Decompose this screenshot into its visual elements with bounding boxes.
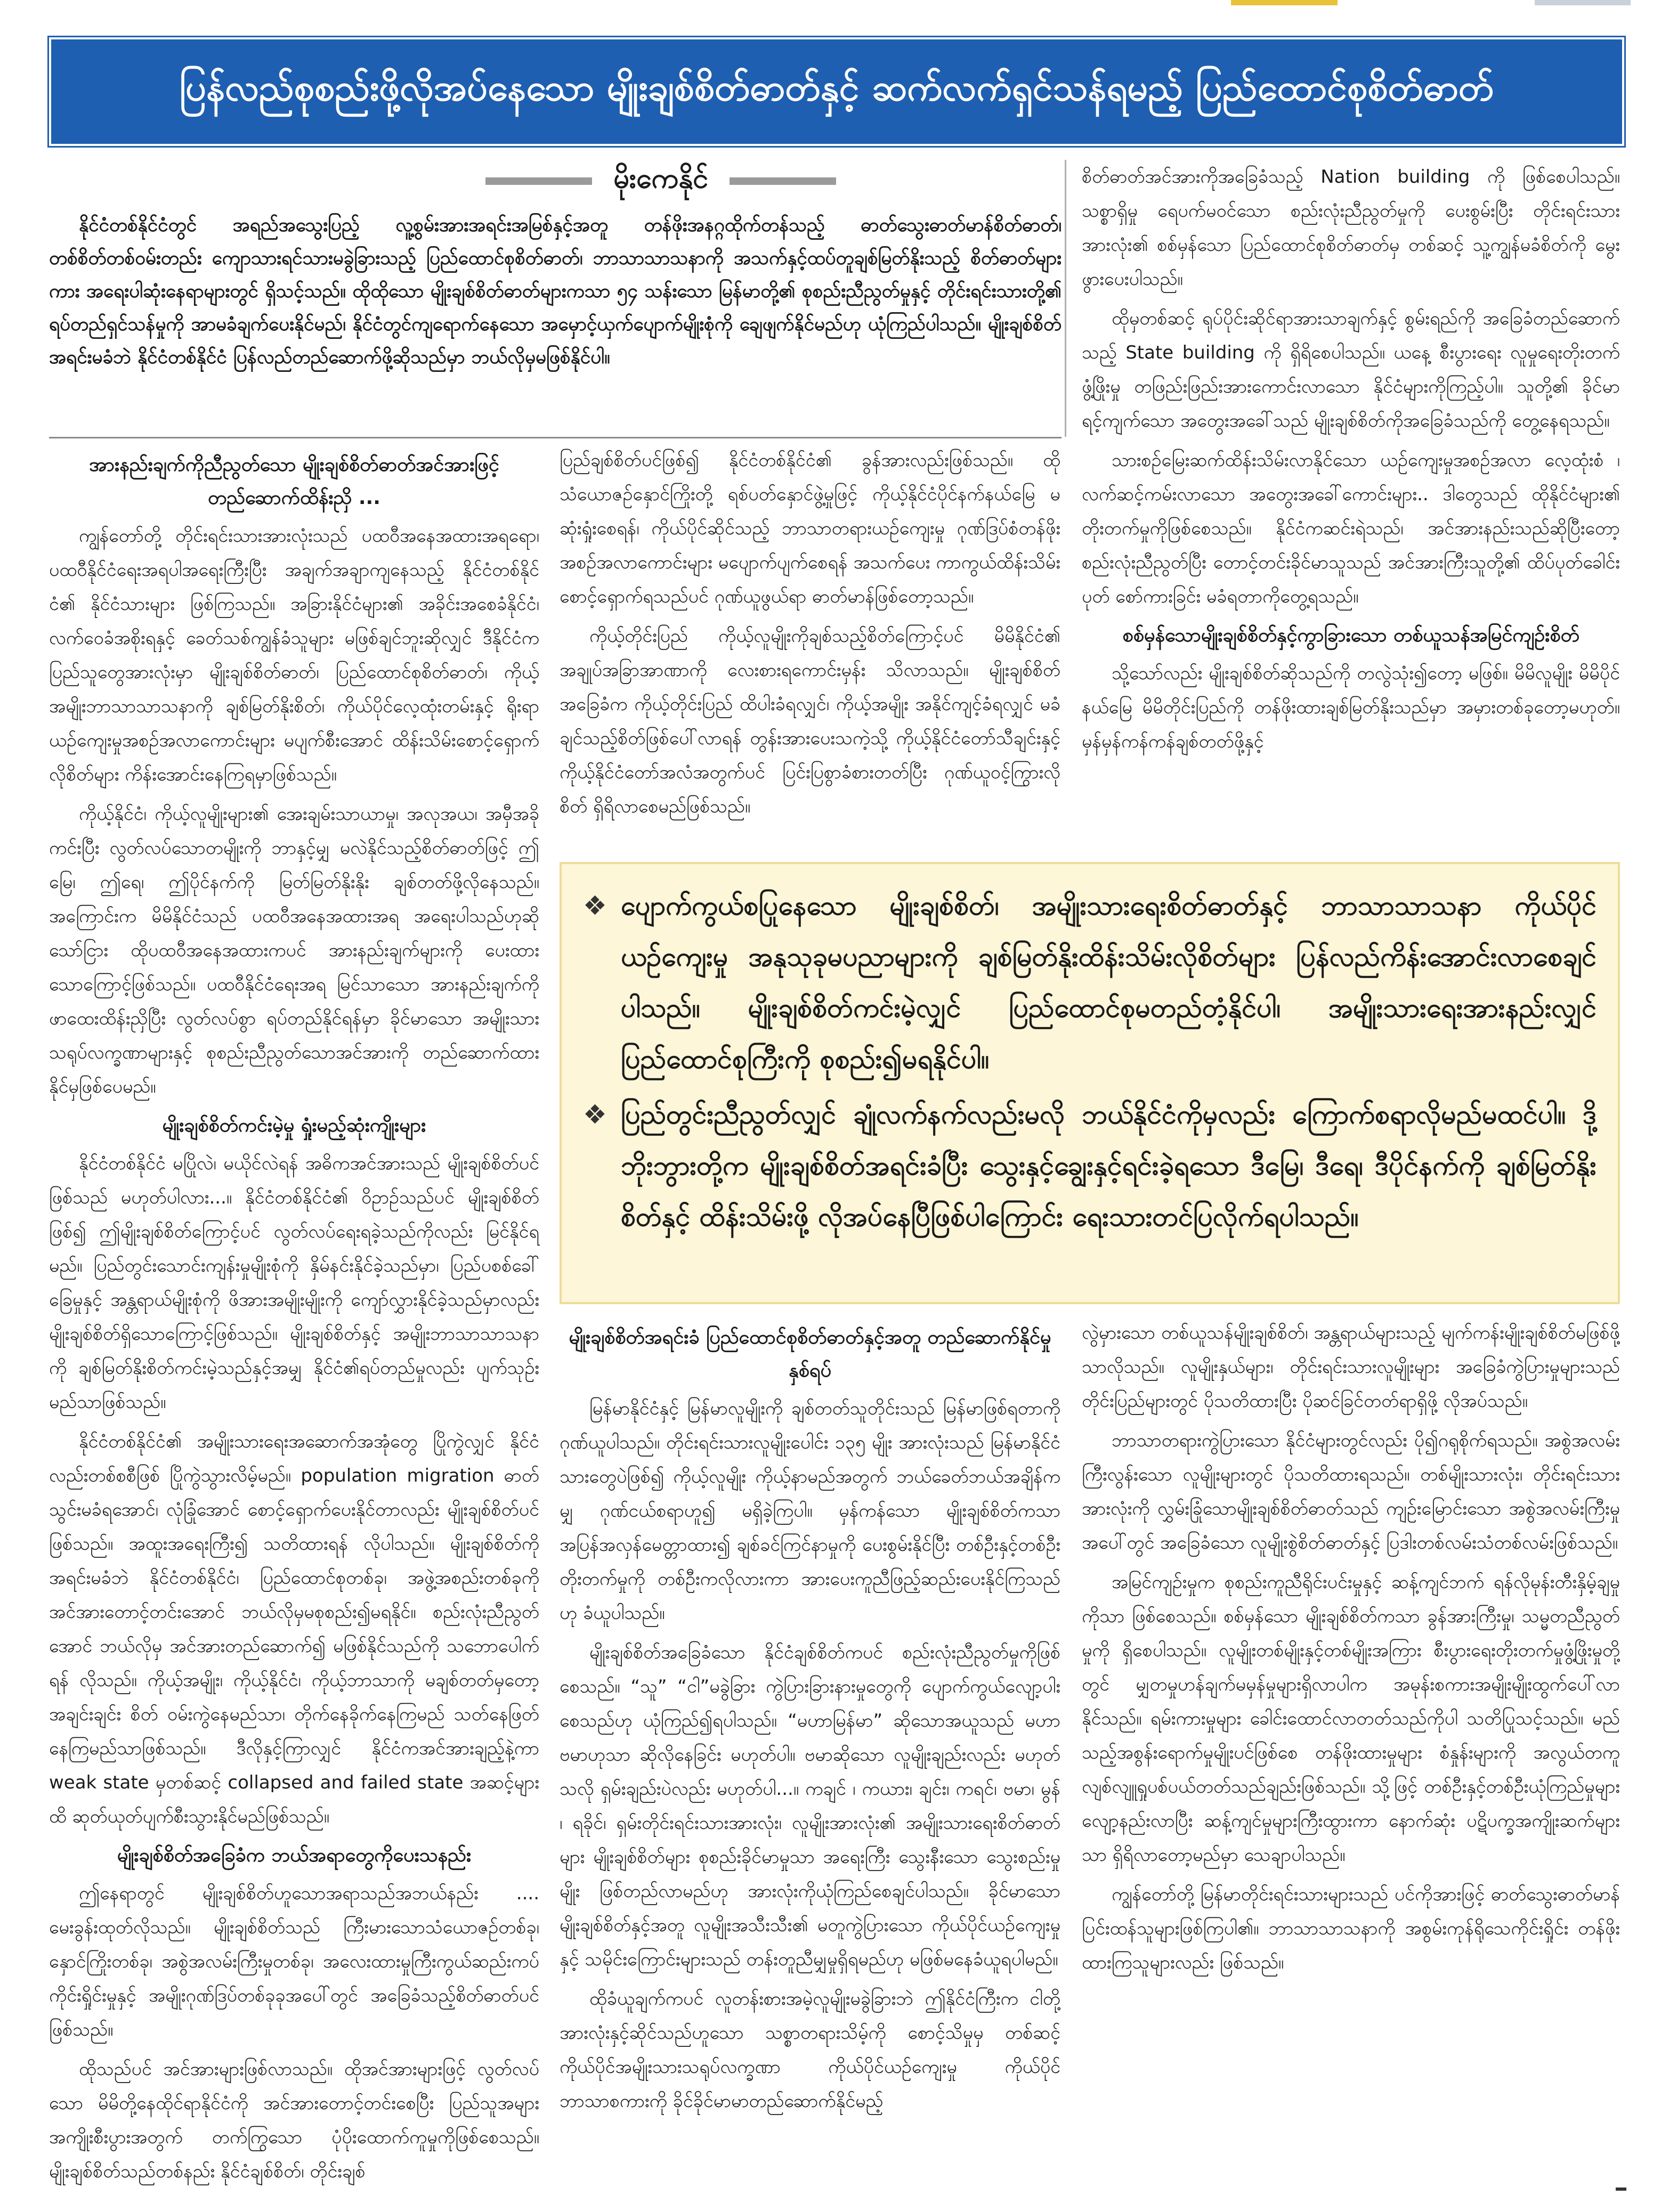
column-middle-lower (560, 1316, 1060, 2124)
section-heading: စစ်မှန်သောမျိုးချစ်စိတ်နှင့်ကွာခြားသော တစ်ယူသန်အမြင်ကျဉ်းစိတ် (1122, 624, 1579, 646)
callout-item (583, 880, 1597, 1085)
paragraph: အမြင်ကျဉ်းမှုက စုစည်းကူညီရိုင်းပင်းမှုနှင့် ဆန့်ကျင်ဘက် ရန်လိုမုန်းတီးနှိမ့်ချမှုကိုသာ ဖြစ်စေသည်။ စစ်မှန်သော မျိုးချစ်စိတ်ကသာ ခွန်အားကြီးမှု၊ သမ္မတညီညွတ်မှုကို ရှိစေပါသည်။ လူမျိုးတစ်မျိုးနှင့်တစ်မျိုးအကြား စီးပွားရေးတိုးတက်မှုဖွံ့ဖြိုးမှုတို့တွင် မျှတမှုဟန်ချက်မမှန်မှုများရှိလာပါက အမုန်းစကားအမျိုးမျိုးထွက်ပေါ်လာနိုင်သည်။ ရမ်းကားမှုများ ခေါင်းထောင်လာတတ်သည်ကိုပါ သတိပြုသင့်သည်။ မည်သည့်အစွန်းရောက်မှုမျိုးပင်ဖြစ်စေ တန်ဖိုးထားမှုများ စံနှုန်းများကို အလွယ်တကူ လျစ်လျူရှုပစ်ပယ်တတ်သည်ချည်းဖြစ်သည်။ သို့ဖြင့် တစ်ဦးနှင့်တစ်ဦးယုံကြည်မှုများ လျော့နည်းလာပြီး ဆန့်ကျင်မှုများကြီးထွားကာ နောက်ဆုံး ပဋိပက္ခအကျိုးဆက်များသာ ရှိရိလာတော့မည်မှာ သေချာပါသည်။ (1082, 1572, 1620, 1866)
paragraph: ဘာသာတရားကွဲပြားသော နိုင်ငံများတွင်လည်း ပို၍ဂရုစိုက်ရသည်။ အစွဲအလမ်းကြီးလွန်းသော လူမျိုးများတွင် ပိုသတိထားရသည်။ တစ်မျိုးသားလုံး၊ တိုင်းရင်းသားအားလုံးကို လွှမ်းခြုံသောမျိုးချစ်စိတ်ဓာတ်သည် ကျဉ်းမြောင်းသော အစွဲအလမ်းကြီးမှုအပေါ်တွင် အခြေခံသော လူမျိုးစွဲစိတ်ဓာတ်နှင့် ပြဒါးတစ်လမ်းသံတစ်လမ်းဖြစ်သည်။ (1082, 1430, 1620, 1554)
lead-rule (49, 437, 1062, 438)
top-accent-yellow (1231, 0, 1338, 5)
paragraph: မြန်မာနိုင်ငံနှင့် မြန်မာလူမျိုးကို ချစ်တတ်သူတိုင်းသည် မြန်မာဖြစ်ရတာကို ဂုဏ်ယူပါသည်။ တိုင်းရင်းသားလူမျိုးပေါင်း ၁၃၅ မျိုး အားလုံးသည် မြန်မာနိုင်ငံသားတွေပဲဖြစ်၍ ကိုယ့်လူမျိုး ကိုယ့်နာမည်အတွက် ဘယ်ခေတ်ဘယ်အချိန်ကမျှ ဂုဏ်ငယ်စရာဟူ၍ မရှိခဲ့ကြပါ။ မှန်ကန်သော မျိုးချစ်စိတ်ကသာ အပြန်အလှန်မေတ္တာထား၍ ချစ်ခင်ကြင်နာမှုကို ပေးစွမ်းနိုင်ပြီး တစ်ဦးနှင့်တစ်ဦးတိုးတက်မှုကို တစ်ဦးကလိုလားကာ အားပေးကူညီဖြည့်ဆည်းပေးနိုင်ကြသည်ဟု ခံယူပါသည်။ (560, 1398, 1060, 1624)
callout-text: ပျောက်ကွယ်စပြုနေသော မျိုးချစ်စိတ်၊ အမျိုးသားရေးစိတ်ဓာတ်နှင့် ဘာသာသာသနာ ကိုယ်ပိုင်ယဉ်ကျေးမှု အနုသုခုမပညာများကို ချစ်မြတ်နိုးထိန်းသိမ်းလိုစိတ်များ ပြန်လည်ကိန်းအောင်းလာစေချင်ပါသည်။ မျိုးချစ်စိတ်ကင်းမဲ့လျှင် ပြည်ထောင်စုမတည်တံ့နိုင်ပါ၊ အမျိုးသားရေးအားနည်းလျှင် ပြည်ထောင်စုကြီးကို စုစည်း၍မရနိုင်ပါ။ (620, 890, 1597, 1075)
paragraph: လွဲမှားသော တစ်ယူသန်မျိုးချစ်စိတ်၊ အန္တရာယ်များသည့် မျက်ကန်းမျိုးချစ်စိတ်မဖြစ်ဖို့သာလိုသည်။ လူမျိုးနှယ်များ၊ တိုင်းရင်းသားလူမျိုးများ အခြေခံကွဲပြားမှုများသည် တိုင်းပြည်များတွင် ပိုသတိထားပြီး ပိုဆင်ခြင်တတ်ရာရှိဖို့ လိုအပ်သည်။ (1082, 1322, 1620, 1412)
author-name: မိုးကေနိုင် (613, 162, 708, 194)
byline-bar-right (730, 177, 836, 185)
paragraph: သို့သော်လည်း မျိုးချစ်စိတ်ဆိုသည်ကို တလွဲသုံး၍တော့ မဖြစ်။ မိမိလူမျိုး မိမိပိုင်နယ်မြေ မိမိတိုင်းပြည်ကို တန်ဖိုးထားချစ်မြတ်နိုးသည်မှာ အမှားတစ်ခုတော့မဟုတ်။ မှန်မှန်ကန်ကန်ချစ်တတ်ဖို့နှင့် (1082, 663, 1620, 752)
column-left (49, 443, 539, 2194)
paragraph: သားစဉ်မြေးဆက်ထိန်းသိမ်းလာနိုင်သော ယဉ်ကျေးမှုအစဉ်အလာ လေ့ထုံးစံ ၊ လက်ဆင့်ကမ်းလာသော အတွေးအခေါ်ကောင်းများ.. ဒါတွေသည် ထိုနိုင်ငံများ၏ တိုးတက်မှုကိုဖြစ်စေသည်။ နိုင်ငံကဆင်းရဲသည်၊ အင်အားနည်းသည်ဆိုပြီးတော့ စည်းလုံးညီညွတ်ပြီး တောင့်တင်းခိုင်မာသူသည် အင်အားကြီးသူတို့၏ ထိပ်ပုတ်ခေါင်းပုတ် စော်ကားခြင်း မခံရတာကိုတွေ့ရသည်။ (1082, 450, 1620, 607)
diamond-bullet-icon: ❖ (583, 1099, 607, 1130)
paragraph: ကိုယ့်တိုင်းပြည် ကိုယ့်လူမျိုးကိုချစ်သည့်စိတ်ကြောင့်ပင် မိမိနိုင်ငံ၏ အချုပ်အခြာအာဏာကို လေးစားရကောင်းမှန်း သိလာသည်။ မျိုးချစ်စိတ်အခြေခံက ကိုယ့်တိုင်းပြည် ထိပါးခံရလျှင်၊ ကိုယ့်အမျိုး အနိုင်ကျင့်ခံရလျှင် မခံချင်သည့်စိတ်ဖြစ်ပေါ်လာရန် တွန်းအားပေးသကဲ့သို့ ကိုယ့်နိုင်ငံတော်သီချင်းနှင့် ကိုယ့်နိုင်ငံတော်အလံအတွက်ပင် ပြင်းပြစွာခံစားတတ်ပြီး ဂုဏ်ယူဝင့်ကြွားလိုစိတ် ရှိရိလာစေမည်ဖြစ်သည်။ (560, 625, 1060, 817)
paragraph: ကိုယ့်နိုင်ငံ၊ ကိုယ့်လူမျိုးများ၏ အေးချမ်းသာယာမှု၊ အလုအယ၊ အမှီအခိုကင်းပြီး လွတ်လပ်သောတမျိုးကို ဘာနှင့်မျှ မလဲနိုင်သည့်စိတ်ဓာတ်ဖြင့် ဤမြေ၊ ဤရေ၊ ဤပိုင်နက်ကို မြတ်မြတ်နိုးနိုး ချစ်တတ်ဖို့လိုနေသည်။ အကြောင်းက မိမိနိုင်ငံသည် ပထဝီအနေအထားအရ အရေးပါသည်ဟုဆိုသော်ငြား ထိုပထဝီအနေအထားကပင် အားနည်းချက်များကို ပေးထားသောကြောင့်ဖြစ်သည်။ ပထဝီနိုင်ငံရေးအရ မြင်သာသော အားနည်းချက်ကို ဖာထေးထိန်းညှိပြီး လွတ်လပ်စွာ ရပ်တည်နိုင်ရန်မှာ ခိုင်မာသော အမျိုးသားသရုပ်လက္ခဏာများနှင့် စုစည်းညီညွတ်သောအင်အားကို တည်ဆောက်ထားနိုင်မှဖြစ်ပေမည်။ (49, 803, 539, 1097)
paragraph: ကျွန်တော်တို့ မြန်မာတိုင်းရင်းသားများသည် ပင်ကိုအားဖြင့် ဓာတ်သွေးဓာတ်မာန် ပြင်းထန်သူများဖြစ်ကြပါ၏။ ဘာသာသာသနာကို အစွမ်းကုန်ရိုသေကိုင်းရှိုင်း တန်ဖိုးထားကြသူများလည်း ဖြစ်သည်။ (1082, 1884, 1620, 1973)
paragraph: နိုင်ငံတစ်နိုင်ငံ၏ အမျိုးသားရေးအဆောက်အအုံတွေ ပြိုကွဲလျှင် နိုင်ငံလည်းတစ်စစီဖြစ် ပြိုကွဲသွားလိမ့်မည်။ population migration ဓာတ်သွင်းမခံရအောင်၊ လုံခြုံအောင် စောင့်ရှောက်ပေးနိုင်တာလည်း မျိုးချစ်စိတ်ပင်ဖြစ်သည်။ အထူးအရေးကြီး၍ သတိထားရန် လိုပါသည်။ မျိုးချစ်စိတ်ကို အရင်းမခံဘဲ နိုင်ငံတစ်နိုင်ငံ၊ ပြည်ထောင်စုတစ်ခု၊ အဖွဲ့အစည်းတစ်ခုကို အင်အားတောင့်တင်းအောင် ဘယ်လိုမှမစုစည်း၍မရနိုင်။ စည်းလုံးညီညွတ်အောင် ဘယ်လိုမှ အင်အားတည်ဆောက်၍ မဖြစ်နိုင်သည်ကို သဘောပေါက်ရန် လိုသည်။ ကိုယ့်အမျိုး၊ ကိုယ့်နိုင်ငံ၊ ကိုယ့်ဘာသာကို မချစ်တတ်မှတော့ အချင်းချင်း စိတ် ဝမ်းကွဲနေမည်သာ၊ တိုက်နေခိုက်နေကြမည် သတ်နေဖြတ်နေကြမည်သာဖြစ်သည်။ ဒီလိုနှင့်ကြာလျှင် နိုင်ငံကအင်အားချည့်နဲ့ကာ weak state မှတစ်ဆင့် collapsed and failed state အဆင့်များထိ ဆုတ်ယုတ်ပျက်စီးသွားနိုင်မည်ဖြစ်သည်။ (49, 1431, 539, 1827)
section-heading: မျိုးချစ်စိတ်အရင်းခံ ပြည်ထောင်စုစိတ်ဓာတ်နှင့်အတူ တည်ဆောက်နိုင်မှုနှစ်ရပ် (569, 1327, 1051, 1381)
top-accent-grey (1535, 0, 1631, 5)
section-heading: အားနည်းချက်ကိုညီညွတ်သော မျိုးချစ်စိတ်ဓာတ်အင်အားဖြင့် တည်ဆောက်ထိန်းညှိ ... (89, 454, 499, 509)
highlight-callout (560, 862, 1620, 1304)
paragraph: ကျွန်တော်တို့ တိုင်းရင်းသားအားလုံးသည် ပထဝီအနေအထားအရရော၊ ပထဝီနိုင်ငံရေးအရပါအရေးကြီးပြီး အချက်အချာကျနေသည့် နိုင်ငံတစ်နိုင်ငံ၏ နိုင်ငံသားများ ဖြစ်ကြသည်။ အခြားနိုင်ငံများ၏ အခိုင်းအစေခံနိုင်ငံ၊ လက်ဝေခံအစိုးရနှင့် ခေတ်သစ်ကျွန်ခံသူများ မဖြစ်ချင်ဘူးဆိုလျှင် ဒီနိုင်ငံက ပြည်သူတွေအားလုံးမှာ မျိုးချစ်စိတ်ဓာတ်၊ ပြည်ထောင်စုစိတ်ဓာတ်၊ ကိုယ့်အမျိုးဘာသာသာသနာကို ချစ်မြတ်နိုးစိတ်၊ ကိုယ်ပိုင်လေ့ထုံးတမ်းနှင့် ရိုးရာယဉ်ကျေးမှုအစဉ်အလာကောင်းများ မပျက်စီးအောင် ထိန်းသိမ်းစောင့်ရှောက်လိုစိတ်များ ကိန်းအောင်းနေကြရမှာဖြစ်သည်။ (49, 525, 539, 785)
headline: ပြန်လည်စုစည်းဖို့လိုအပ်နေသော မျိုးချစ်စိတ်ဓာတ်နှင့် ဆက်လက်ရှင်သန်ရမည့် ပြည်ထောင်စုစိတ်ဓာတ် (179, 67, 1494, 109)
byline (341, 160, 981, 202)
lead-paragraph (49, 209, 1062, 374)
paragraph: ထိုမှတစ်ဆင့် ရုပ်ပိုင်းဆိုင်ရာအားသာချက်နှင့် စွမ်းရည်ကို အခြေခံတည်ဆောက်သည့် State building ကို ရှိရိစေပါသည်။ ယနေ့ စီးပွားရေး လူမှုရေးတိုးတက်ဖွံ့ဖြိုးမှု တဖြည်းဖြည်းအားကောင်းလာသော နိုင်ငံများကိုကြည့်ပါ။ သူတို့၏ ခိုင်မာရင့်ကျက်သော အတွေးအခေါ်သည် မျိုးချစ်စိတ်ကိုအခြေခံသည်ကို တွေ့နေရသည်။ (1082, 308, 1620, 432)
column-divider (1065, 160, 1066, 437)
column-middle (560, 443, 1060, 829)
paragraph: ထိုသည်ပင် အင်အားများဖြစ်လာသည်။ ထိုအင်အားများဖြင့် လွတ်လပ်သော မိမိတို့နေထိုင်ရာနိုင်ငံကို အင်အားတောင့်တင်းစေပြီး ပြည်သူအများ အကျိုးစီးပွားအတွက် တက်ကြွသော ပုံပိုးထောက်ကူမှုကိုဖြစ်စေသည်။ မျိုးချစ်စိတ်သည်တစ်နည်း နိုင်ငံချစ်စိတ်၊ တိုင်းချစ် (49, 2059, 539, 2182)
headline-banner (49, 37, 1624, 146)
lead-text: နိုင်ငံတစ်နိုင်ငံတွင် အရည်အသွေးပြည့် လူ့စွမ်းအားအရင်းအမြစ်နှင့်အတူ တန်ဖိုးအနဂ္ဂထိုက်တန်သည့် ဓာတ်သွေးဓာတ်မာန်စိတ်ဓာတ်၊ တစ်စိတ်တစ်ဝမ်းတည်း ကျောသားရင်သားမခွဲခြားသည့် ပြည်ထောင်စုစိတ်ဓာတ်၊ ဘာသာသာသနာကို အသက်နှင့်ထပ်တူချစ်မြတ်နိုးသည့် စိတ်ဓာတ်များကား အရေးပါဆုံးနေရာများတွင် ရှိသင့်သည်။ ထိုထိုသော မျိုးချစ်စိတ်ဓာတ်များကသာ ၅၄ သန်းသော မြန်မာတို့၏ စုစည်းညီညွတ်မှုနှင့် တိုင်းရင်းသားတို့၏ ရပ်တည်ရှင်သန်မှုကို အာမခံချက်ပေးနိုင်မည်၊ နိုင်ငံတွင်ကျရောက်နေသော အမှောင့်ယှက်ပျောက်မျိုးစုံကို ချေဖျက်နိုင်မည်ဟု ယုံကြည်ပါသည်။ မျိုးချစ်စိတ် အရင်းမခံဘဲ နိုင်ငံတစ်နိုင်ငံ ပြန်လည်တည်ဆောက်ဖို့ဆိုသည်မှာ ဘယ်လိုမှမဖြစ်နိုင်ပါ။ (49, 215, 1062, 368)
section-heading: မျိုးချစ်စိတ်အခြေခံက ဘယ်အရာတွေကိုပေးသနည်း (117, 1844, 472, 1866)
paragraph: နိုင်ငံတစ်နိုင်ငံ မပြိုလဲ၊ မယိုင်လဲရန် အဓိကအင်အားသည် မျိုးချစ်စိတ်ပင်ဖြစ်သည် မဟုတ်ပါလား...။ နိုင်ငံတစ်နိုင်ငံ၏ ဝိဥာဉ်သည်ပင် မျိုးချစ်စိတ်ဖြစ်၍ ဤမျိုးချစ်စိတ်ကြောင့်ပင် လွတ်လပ်ရေးရခဲ့သည်ကိုလည်း မြင်နိုင်ရမည်။ ပြည်တွင်းသောင်းကျန်းမှုမျိုးစုံကို နှိမ်နင်းနိုင်ခဲ့သည်မှာ၊ ပြည်ပစစ်ခေါ်ခြေမှုနှင့် အန္တရာယ်မျိုးစုံကို ဖိအားအမျိုးမျိုးကို ကျော်လွှားနိုင်ခဲ့သည်မှာလည်း မျိုးချစ်စိတ်ရှိသောကြောင့်ဖြစ်သည်။ မျိုးချစ်စိတ်နှင့် အမျိုးဘာသာသာသနာကို ချစ်မြတ်နိုးစိတ်ကင်းမဲ့သည်နှင့်အမျှ နိုင်ငံ၏ရပ်တည်မှုလည်း ပျက်သုဉ်းမည်သာဖြစ်သည်။ (49, 1153, 539, 1413)
paragraph: ပြည်ချစ်စိတ်ပင်ဖြစ်၍ နိုင်ငံတစ်နိုင်ငံ၏ ခွန်အားလည်းဖြစ်သည်။ ထိုသံယောဇဉ်နှောင်ကြိုးတို့ ရစ်ပတ်နှောင်ဖွဲ့မှုဖြင့် ကိုယ့်နိုင်ငံပိုင်နက်နယ်မြေ မဆုံးရှုံးစေရန်၊ ကိုယ်ပိုင်ဆိုင်သည့် ဘာသာတရားယဉ်ကျေးမှု ဂုဏ်ဒြပ်စံတန်ဖိုး အစဉ်အလာကောင်းများ မပျောက်ပျက်စေရန် အသက်ပေး ကာကွယ်ထိန်းသိမ်းစောင့်ရှောက်ရသည်ပင် ဂုဏ်ယူဖွယ်ရာ ဓာတ်မာန်ဖြစ်တော့သည်။ (560, 450, 1060, 607)
column-right (1082, 160, 1620, 764)
callout-item (583, 1089, 1597, 1242)
section-heading: မျိုးချစ်စိတ်ကင်းမဲ့မှု ရှုံးမည့်ဆုံးကျိုးများ (162, 1115, 426, 1136)
byline-bar-left (485, 177, 592, 185)
callout-text: ပြည်တွင်းညီညွတ်လျှင် ချုံလက်နက်လည်းမလို ဘယ်နိုင်ငံကိုမှလည်း ကြောက်စရာလိုမည်မထင်ပါ။ ဒို့ဘိုးဘွားတို့က မျိုးချစ်စိတ်အရင်းခံပြီး သွေးနှင့်ချွေးနှင့်ရင်းခဲ့ရသော ဒီမြေ၊ ဒီရေ၊ ဒီပိုင်နက်ကို ချစ်မြတ်နိုးစိတ်နှင့် ထိန်းသိမ်းဖို့ လိုအပ်နေပြီဖြစ်ပါကြောင်း ရေးသားတင်ပြလိုက်ရပါသည်။ (620, 1099, 1597, 1232)
paragraph: မျိုးချစ်စိတ်အခြေခံသော နိုင်ငံချစ်စိတ်ကပင် စည်းလုံးညီညွတ်မှုကိုဖြစ်စေသည်။ “သူ” “ငါ”မခွဲခြား ကွဲပြားခြားနားမှုတွေကို ပျောက်ကွယ်လျော့ပါးစေသည်ဟု ယုံကြည်၍ရပါသည်။ “မဟာမြန်မာ” ဆိုသောအယူသည် မဟာဗမာဟုသာ ဆိုလိုနေခြင်း မဟုတ်ပါ။ ဗမာဆိုသော လူမျိုးချည်းလည်း မဟုတ်သလို ရှမ်းချည်းပဲလည်း မဟုတ်ပါ...။ ကချင် ၊ ကယား၊ ချင်း၊ ကရင်၊ ဗမာ၊ မွန် ၊ ရခိုင်၊ ရှမ်းတိုင်းရင်းသားအားလုံး၊ လူမျိုးအားလုံး၏ အမျိုးသားရေးစိတ်ဓာတ်များ မျိုးချစ်စိတ်များ စုစည်းခိုင်မာမှုသာ အရေးကြီး သွေးနီးသော သွေးစည်းမှုမျိုး ဖြစ်တည်လာမည်ဟု အားလုံးကိုယုံကြည်စေချင်ပါသည်။ ခိုင်မာသော မျိုးချစ်စိတ်နှင့်အတူ လူမျိုးအသီးသီး၏ မတူကွဲပြားသော ကိုယ်ပိုင်ယဉ်ကျေးမှုနှင့် သမိုင်းကြောင်းများသည် တန်းတူညီမျှမှုရှိရမည်ဟု မဖြစ်မနေခံယူရပါမည်။ (560, 1642, 1060, 1970)
paragraph: စိတ်ဓာတ်အင်အားကိုအခြေခံသည့် Nation building ကို ဖြစ်စေပါသည်။ သစ္စာရှိမှု ရေပက်မဝင်သော စည်းလုံးညီညွတ်မှုကို ပေးစွမ်းပြီး တိုင်းရင်းသားအားလုံး၏ စစ်မှန်သော ပြည်ထောင်စုစိတ်ဓာတ်မှ တစ်ဆင့် သူ့ကျွန်မခံစိတ်ကို မွေးဖွားပေးပါသည်။ (1082, 166, 1620, 290)
column-right-lower (1082, 1316, 1620, 1985)
paragraph: ဤနေရာတွင် မျိုးချစ်စိတ်ဟူသောအရာသည်အဘယ်နည်း .... မေးခွန်းထုတ်လိုသည်။ မျိုးချစ်စိတ်သည် ကြီးမားသောသံယောဇဉ်တစ်ခု၊ နှောင်ကြိုးတစ်ခု၊ အစွဲအလမ်းကြီးမှုတစ်ခု၊ အလေးထားမှုကြီးကွယ်ဆည်းကပ်ကိုင်းရှိုင်းမှုနှင့် အမျိုးဂုဏ်ဒြပ်တစ်ခုခုအပေါ်တွင် အခြေခံသည့်စိတ်ဓာတ်ပင်ဖြစ်သည်။ (49, 1883, 539, 2040)
paragraph: ထိုခံယူချက်ကပင် လူတန်းစားအမဲ့လူမျိုးမခွဲခြားဘဲ ဤနိုင်ငံကြီးက ငါတို့အားလုံးနှင့်ဆိုင်သည်ဟူသော သစ္စာတရားသိမ့်ကို စောင့်သိမှုမှ တစ်ဆင့် ကိုယ်ပိုင်အမျိုးသားသရုပ်လက္ခဏာ ကိုယ်ပိုင်ယဉ်ကျေးမှု ကိုယ်ပိုင်ဘာသာစကားကို ခိုင်ခိုင်မာမာတည်ဆောက်နိုင်မည့် (560, 1988, 1060, 2112)
end-mark (1616, 2187, 1626, 2191)
diamond-bullet-icon: ❖ (583, 890, 607, 921)
